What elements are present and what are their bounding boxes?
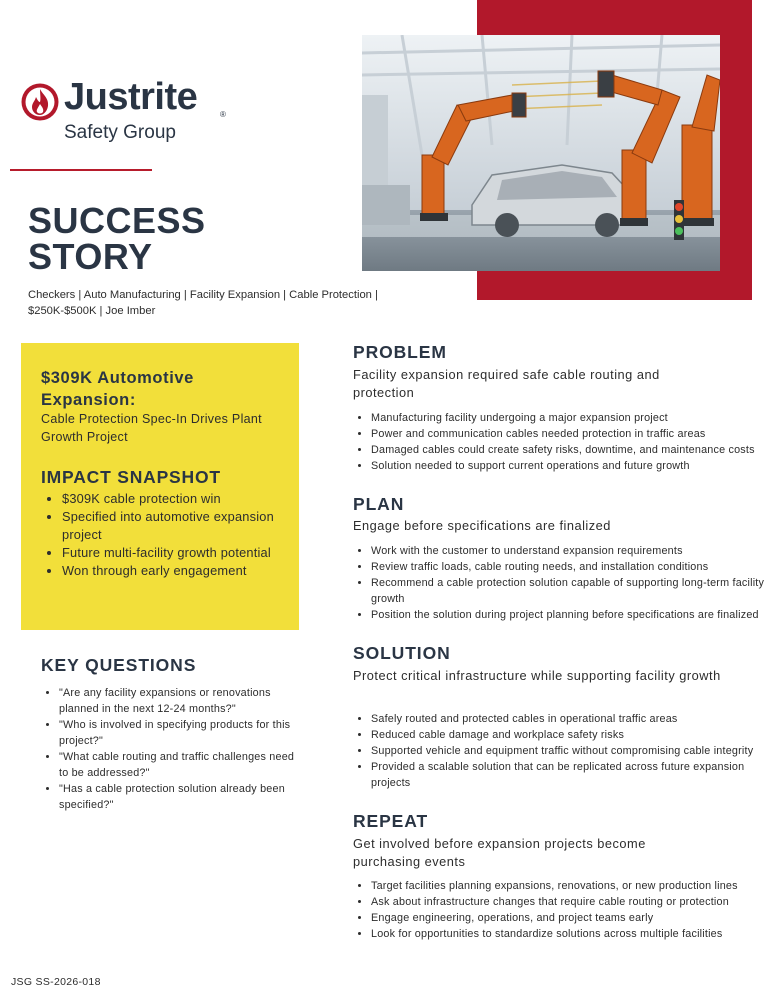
impact-snapshot-list — [41, 490, 292, 580]
list-item: • Recommend a cable protection solution capable of supporting long-term facility growth — [371, 575, 766, 607]
list-item: • "Who is involved in specifying products for this project?" — [59, 717, 304, 749]
list-item: • Engage engineering, operations, and project teams early — [371, 910, 766, 926]
list-item: • Future multi-facility growth potential — [62, 544, 292, 562]
brand-subtitle: Safety Group — [64, 122, 176, 143]
list-item: • Damaged cables could create safety risks, downtime, and maintenance costs — [371, 442, 766, 458]
list-item: • Provided a scalable solution that can be replicated across future expansion projects — [371, 759, 766, 791]
impact-snapshot-title: IMPACT SNAPSHOT — [41, 467, 221, 487]
repeat-list — [353, 878, 766, 942]
list-item: • Look for opportunities to standardize solutions across multiple facilities — [371, 926, 766, 942]
list-item: • "Has a cable protection solution already been specified?" — [59, 781, 304, 813]
plan-title: PLAN — [353, 494, 405, 514]
list-item: • Safely routed and protected cables in operational traffic areas — [371, 711, 766, 727]
page-title — [28, 200, 206, 277]
list-item: • Review traffic loads, cable routing needs, and installation conditions — [371, 559, 766, 575]
problem-subtitle: Facility expansion required safe cable routing and protection — [353, 367, 660, 400]
list-item: • "Are any facility expansions or renovations planned in the next 12-24 months?" — [59, 685, 304, 717]
flame-logo-icon — [20, 82, 60, 122]
list-item: • Specified into automotive expansion project — [62, 508, 292, 544]
title-line-2: STORY — [28, 236, 153, 277]
list-item: • Solution needed to support current operations and future growth — [371, 458, 766, 474]
document-code: JSG SS-2026-018 — [11, 976, 101, 988]
repeat-title: REPEAT — [353, 811, 429, 831]
solution-list — [353, 711, 766, 791]
brand-name: Justrite — [64, 76, 198, 118]
highlight-subheading: Cable Protection Spec-In Drives Plant Growth Project — [41, 412, 262, 444]
list-item: • Reduced cable damage and workplace safety risks — [371, 727, 766, 743]
registered-mark: ® — [220, 110, 226, 119]
list-item: • Manufacturing facility undergoing a major expansion project — [371, 410, 766, 426]
list-item: • Work with the customer to understand expansion requirements — [371, 543, 766, 559]
company-logo — [20, 76, 250, 152]
repeat-subtitle: Get involved before expansion projects become purchasing events — [353, 836, 646, 869]
problem-list — [353, 410, 766, 474]
solution-subtitle: Protect critical infrastructure while supporting facility growth — [353, 668, 721, 683]
problem-title: PROBLEM — [353, 342, 447, 362]
highlight-box — [21, 343, 299, 630]
key-questions-list — [41, 685, 304, 813]
list-item: • Target facilities planning expansions, renovations, or new production lines — [371, 878, 766, 894]
plan-subtitle: Engage before specifications are finalized — [353, 518, 611, 533]
logo-divider — [10, 169, 152, 171]
list-item: • Power and communication cables needed protection in traffic areas — [371, 426, 766, 442]
highlight-heading: $309K Automotive Expansion: — [41, 369, 194, 409]
robotic-assembly-line-image — [362, 35, 720, 271]
list-item: • Won through early engagement — [62, 562, 292, 580]
story-tags: Checkers | Auto Manufacturing | Facility Expansion | Cable Protection | $250K-$500K | Joe Imber — [28, 289, 378, 317]
key-questions-title: KEY QUESTIONS — [41, 655, 197, 675]
plan-list — [353, 543, 766, 623]
solution-title: SOLUTION — [353, 643, 451, 663]
hero-photo — [362, 35, 720, 271]
list-item: • $309K cable protection win — [62, 490, 292, 508]
title-line-1: SUCCESS — [28, 200, 206, 241]
list-item: • Ask about infrastructure changes that require cable routing or protection — [371, 894, 766, 910]
list-item: • "What cable routing and traffic challenges need to be addressed?" — [59, 749, 304, 781]
list-item: • Supported vehicle and equipment traffic without compromising cable integrity — [371, 743, 766, 759]
list-item: • Position the solution during project planning before specifications are finalized — [371, 607, 766, 623]
